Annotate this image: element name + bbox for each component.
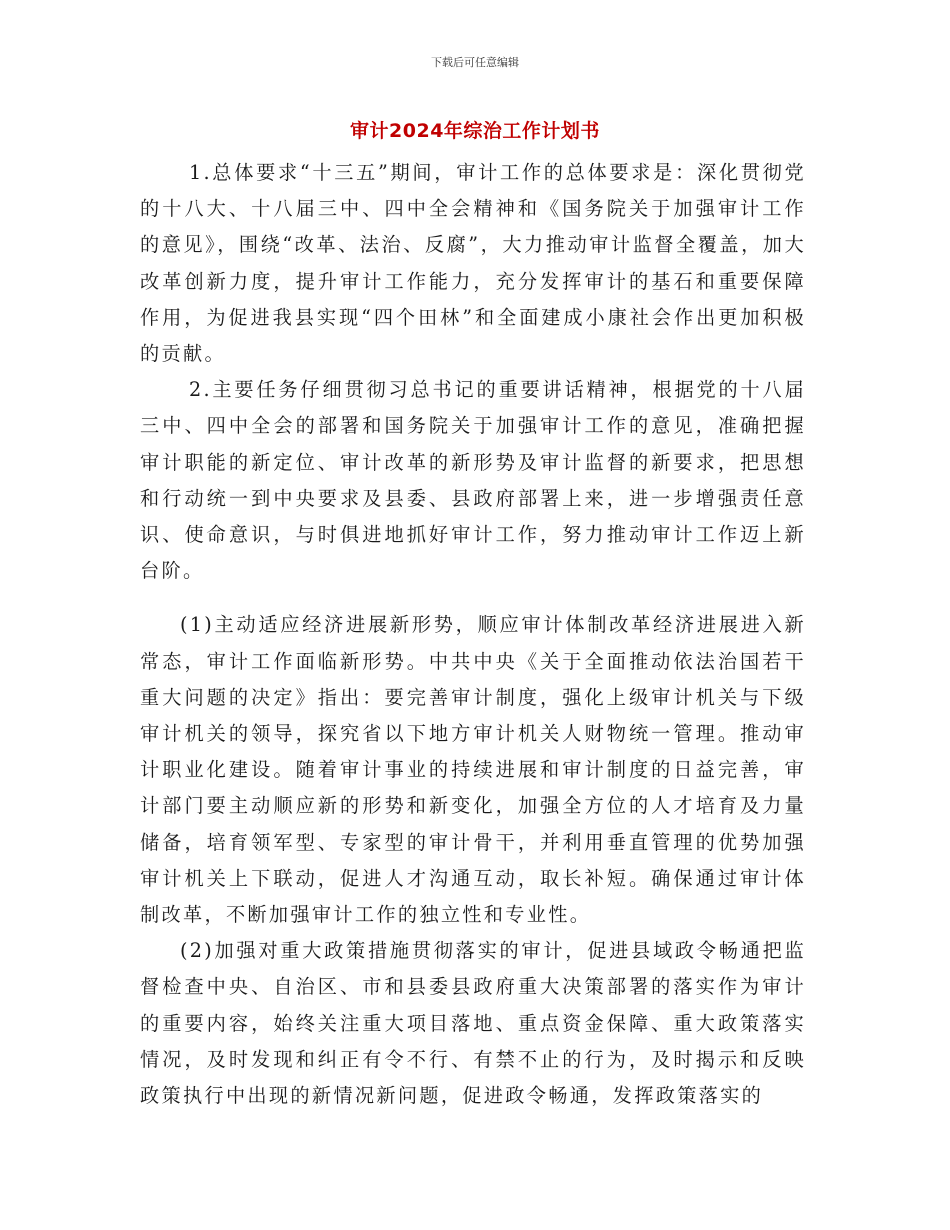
paragraph-item-2: (2)加强对重大政策措施贯彻落实的审计，促进县域政令畅通把监督检查中央、自治区、市和县委县政府重大决策部署的落实作为审计的重要内容，始终关注重大项目落地、重点资金保障、重大政策落实情况，及时发现和纠正有令不行、有禁不止的行为，及时揭示和反映政策执行中出现的新情况新问题，促进政令畅通，发挥政策落实的 bbox=[140, 939, 806, 1108]
document-body bbox=[140, 155, 806, 1114]
document-title: 审计2024年综治工作计划书 bbox=[350, 120, 600, 142]
paragraph-overall-requirements: 1.总体要求“十三五”期间，审计工作的总体要求是：深化贯彻党的十八大、十八届三中、四中全会精神和《国务院关于加强审计工作的意见》，围绕“改革、法治、反腐”，大力推动审计监督全覆盖，加大改革创新力度，提升审计工作能力，充分发挥审计的基石和重要保障作用，为促进我县实现“四个田林”和全面建成小康社会作出更加积极的贡献。 bbox=[140, 161, 806, 366]
paragraph-item-1: (1)主动适应经济进展新形势，顺应审计体制改革经济进展进入新常态，审计工作面临新形势。中共中央《关于全面推动依法治国若干重大问题的决定》指出：要完善审计制度，强化上级审计机关与下级审计机关的领导，探究省以下地方审计机关人财物统一管理。推动审计职业化建设。随着审计事业的持续进展和审计制度的日益完善，审计部门要主动顺应新的形势和新变化，加强全方位的人才培育及力量储备，培育领军型、专家型的审计骨干，并利用垂直管理的优势加强审计机关上下联动，促进人才沟通互动，取长补短。确保通过审计体制改革，不断加强审计工作的独立性和专业性。 bbox=[140, 613, 806, 927]
paragraph-main-tasks: 2.主要任务仔细贯彻习总书记的重要讲话精神，根据党的十八届三中、四中全会的部署和国务院关于加强审计工作的意见，准确把握审计职能的新定位、审计改革的新形势及审计监督的新要求，把思想和行动统一到中央要求及县委、县政府部署上来，进一步增强责任意识、使命意识，与时俱进地抓好审计工作，努力推动审计工作迈上新台阶。 bbox=[140, 378, 806, 583]
header-note: 下载后可任意编辑 bbox=[431, 56, 519, 69]
